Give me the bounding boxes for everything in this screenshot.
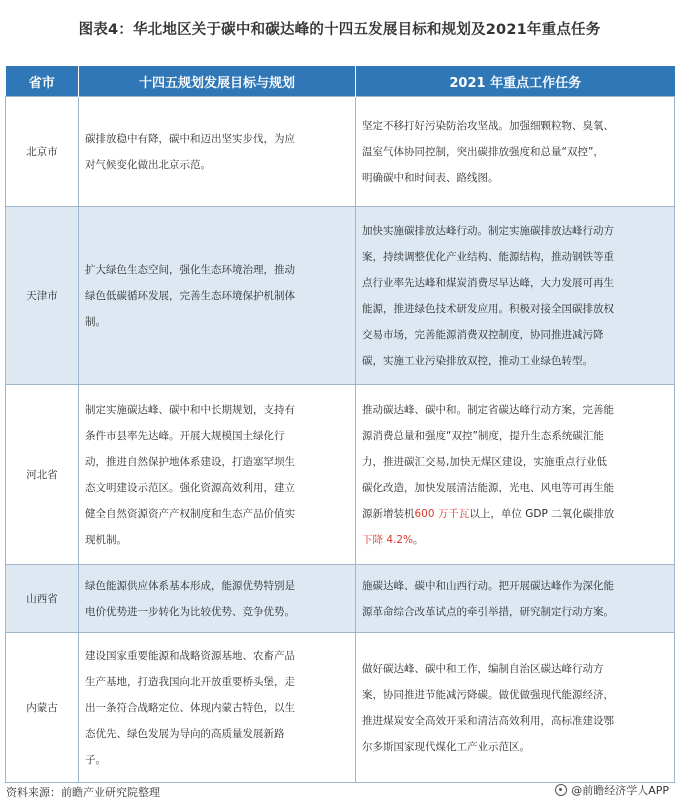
brand-logo-icon [555, 784, 567, 796]
task-line: 点行业率先达峰和煤炭消费尽早达峰，大力发展可再生 [362, 276, 614, 289]
table-header-row [6, 66, 675, 97]
province-cell: 河北省 [6, 385, 79, 565]
task-line: 明确碳中和时间表、路线图。 [362, 171, 499, 184]
goals-cell [79, 385, 356, 565]
table-row [6, 633, 675, 783]
table-row [6, 207, 675, 385]
goal-line: 态文明建设示范区。强化资源高效利用，建立 [85, 481, 295, 494]
task-text: 以上，单位 GDP 二氧化碳排放 [469, 507, 615, 520]
task-line [362, 501, 668, 527]
tasks-cell [356, 207, 675, 385]
task-text: 源新增装机 [362, 507, 415, 520]
goal-line: 碳排放稳中有降，碳中和迈出坚实步伐，为应 [85, 132, 295, 145]
goals-cell [79, 565, 356, 633]
tasks-cell [356, 97, 675, 207]
task-line: 温室气体协同控制，突出碳排放强度和总量“双控”， [362, 145, 604, 158]
task-line: 源消费总量和强度“双控”制度，提升生态系统碳汇能 [362, 429, 604, 442]
task-line: 交易市场，完善能源消费双控制度，协同推进减污降 [362, 328, 604, 341]
source-note: 资料来源：前瞻产业研究院整理 [6, 786, 160, 799]
highlight-reduction: 下降 4.2% [362, 533, 414, 546]
task-line: 加快实施碳排放达峰行动。制定实施碳排放达峰行动方 [362, 224, 614, 237]
goal-line: 态优先、绿色发展为导向的高质量发展新路 [85, 727, 285, 740]
goals-cell [79, 207, 356, 385]
goal-line: 动，推进自然保护地体系建设，打造塞罕坝生 [85, 455, 295, 468]
goal-line: 绿色低碳循环发展，完善生态环境保护机制体 [85, 289, 295, 302]
task-line: 施碳达峰、碳中和山西行动。把开展碳达峰作为深化能 [362, 579, 614, 592]
goals-cell [79, 633, 356, 783]
task-line: 碳化改造，加快发展清洁能源，光电、风电等可再生能 [362, 481, 614, 494]
task-line: 案，协同推进节能减污降碳。做优做强现代能源经济， [362, 688, 614, 701]
task-line: 做好碳达峰、碳中和工作，编制自治区碳达峰行动方 [362, 662, 604, 675]
task-line: 推动碳达峰、碳中和。制定省碳达峰行动方案，完善能 [362, 403, 614, 416]
table-row [6, 385, 675, 565]
goal-line: 制定实施碳达峰、碳中和中长期规划，支持有 [85, 403, 295, 416]
goal-line: 生产基地，打造我国向北开放重要桥头堡，走 [85, 675, 295, 688]
highlight-capacity: 600 万千瓦 [414, 507, 470, 520]
task-text: 。 [413, 533, 424, 546]
tasks-cell [356, 565, 675, 633]
page-title: 图表4：华北地区关于碳中和碳达峰的十四五发展目标和规划及2021年重点任务 [78, 22, 601, 38]
goal-line: 扩大绿色生态空间，强化生态环境治理，推动 [85, 263, 295, 276]
goal-line: 绿色能源供应体系基本形成，能源优势特别是 [85, 579, 295, 592]
task-line: 力，推进碳汇交易,加快无煤区建设，实施重点行业低 [362, 455, 607, 468]
header-goals: 十四五规划发展目标与规划 [79, 66, 356, 97]
task-line: 尔多斯国家现代煤化工产业示范区。 [362, 740, 530, 753]
goal-line: 现机制。 [85, 533, 127, 546]
task-line: 坚定不移打好污染防治攻坚战。加强细颗粒物、臭氧、 [362, 119, 614, 132]
task-line: 案，持续调整优化产业结构、能源结构，推动钢铁等重 [362, 250, 614, 263]
goal-line: 电价优势进一步转化为比较优势、竞争优势。 [85, 605, 295, 618]
province-cell: 山西省 [6, 565, 79, 633]
tasks-cell [356, 385, 675, 565]
province-cell: 北京市 [6, 97, 79, 207]
plan-table [5, 66, 675, 783]
task-line [362, 527, 668, 553]
brand-label: @前瞻经济学人APP [571, 784, 669, 797]
header-province: 省市 [6, 66, 79, 97]
goal-line: 健全自然资源资产产权制度和生态产品价值实 [85, 507, 295, 520]
province-cell: 天津市 [6, 207, 79, 385]
goals-cell [79, 97, 356, 207]
goal-line: 建设国家重要能源和战略资源基地、农畜产品 [85, 649, 295, 662]
header-tasks: 2021 年重点工作任务 [356, 66, 675, 97]
goal-line: 出一条符合战略定位、体现内蒙古特色，以生 [85, 701, 295, 714]
goal-line: 子。 [85, 753, 106, 766]
task-line: 能源，推进绿色技术研发应用。积极对接全国碳排放权 [362, 302, 614, 315]
table-row [6, 565, 675, 633]
task-line: 推进煤炭安全高效开采和清洁高效利用，高标准建设鄂 [362, 714, 614, 727]
task-line: 碳，实施工业污染排放双控，推动工业绿色转型。 [362, 354, 593, 367]
goal-line: 制。 [85, 315, 106, 328]
table-row [6, 97, 675, 207]
goal-line: 条件市县率先达峰。开展大规模国土绿化行 [85, 429, 285, 442]
brand-watermark [555, 782, 669, 798]
task-line: 源革命综合改革试点的牵引举措，研究制定行动方案。 [362, 605, 614, 618]
goal-line: 对气候变化做出北京示范。 [85, 158, 211, 171]
province-cell: 内蒙古 [6, 633, 79, 783]
tasks-cell [356, 633, 675, 783]
